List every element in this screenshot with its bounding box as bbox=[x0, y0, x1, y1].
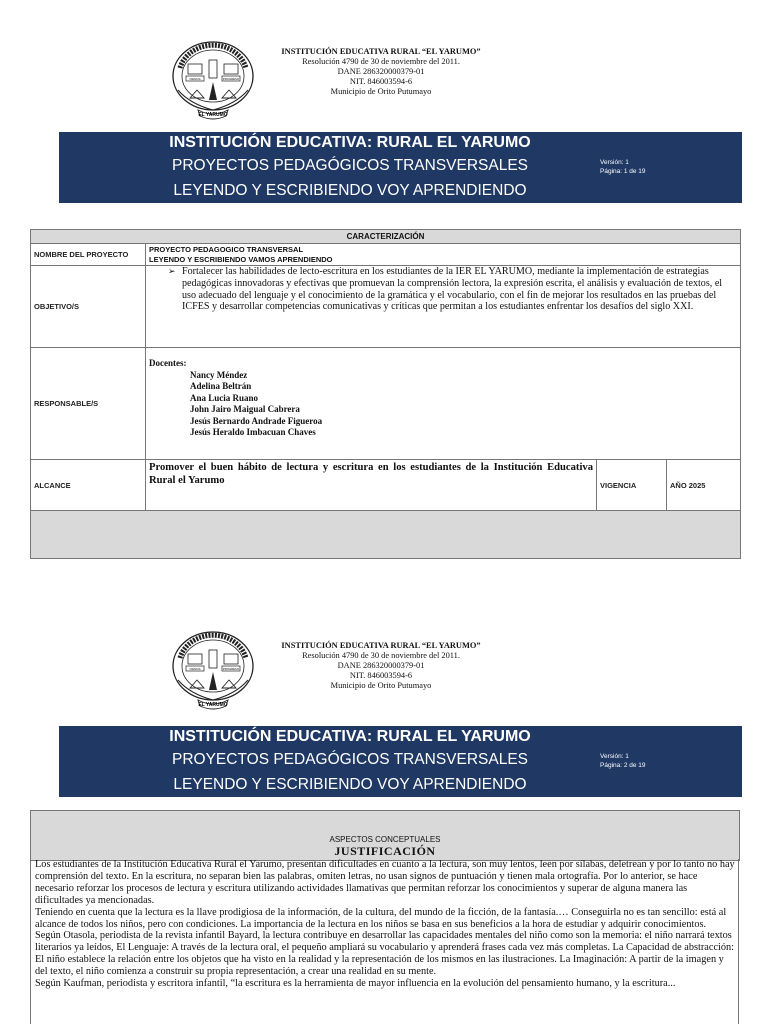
scope-value: Promover el buen hábito de lectura y escritura en los estudiantes de la Institución Educativa Rural el Yarumo bbox=[146, 460, 597, 511]
teacher-name: Ana Lucia Ruano bbox=[190, 392, 259, 403]
paragraph: Los estudiantes de la Institución Educativa Rural el Yarumo, presentan dificultades en cuanto a la lectura, son muy lentos, leen por sílabas, deletrean y por lo tanto no hay comprensión del texto. En la escritura, no separan bien las palabras, omiten letras, no usan signos de puntuación y tienen mala ortografía. Por lo anterior, se hace necesario reforzar los procesos de lectura y escritura utilizando actividades llamativas que permitan reforzar los conocimientos y superar de alguna manera las dificultades ya mencionadas. bbox=[35, 859, 735, 906]
banner-subtitle: PROYECTOS PEDAGÓGICOS TRANSVERSALES bbox=[171, 751, 529, 768]
responsible-label: RESPONSABLE/S bbox=[31, 348, 146, 460]
title-banner bbox=[59, 132, 742, 203]
banner-project: LEYENDO Y ESCRIBIENDO VOY APRENDIENDO bbox=[173, 182, 527, 199]
institution-info bbox=[262, 641, 500, 691]
teachers-list bbox=[149, 370, 737, 439]
school-logo bbox=[170, 628, 256, 712]
paragraph: Según Otasola, periodista de la revista infantil Bayard, la lectura contribuye en desarrollar las capacidades mentales del niño como son la memoria: el niño narrará textos literarios ya leídos, El Lenguaje: A través de la lectura oral, el pequeño ampliará su vocabulario y aprenderá frases cada vez más completas. La Capacidad de abstracción: El niño establece la relación entre los objetos que ha visto en la realidad y la representación de los mismos en las ilustraciones. La Imaginación: A partir de la imagen y del texto, el niño comienza a construir su propia representación, a crear una realidad en su mente. bbox=[35, 930, 735, 978]
page-number: Página: 2 de 19 bbox=[600, 762, 646, 769]
institution-info bbox=[262, 47, 500, 97]
justification-body bbox=[35, 859, 736, 990]
institution-name: INSTITUCIÓN EDUCATIVA RURAL “EL YARUMO” bbox=[281, 641, 481, 650]
svg-text:CIENCIA: CIENCIA bbox=[189, 667, 201, 671]
municipality-text: Municipio de Orito Putumayo bbox=[330, 87, 432, 96]
characterization-title: CARACTERIZACIÓN bbox=[31, 230, 741, 244]
page-number: Página: 1 de 19 bbox=[600, 168, 646, 175]
banner-subtitle: PROYECTOS PEDAGÓGICOS TRANSVERSALES bbox=[171, 157, 529, 174]
banner-title: INSTITUCIÓN EDUCATIVA: RURAL EL YARUMO bbox=[169, 728, 531, 745]
right-border bbox=[738, 859, 739, 1024]
project-name-label: NOMBRE DEL PROYECTO bbox=[31, 244, 146, 266]
paragraph: Teniendo en cuenta que la lectura es la llave prodigiosa de la información, de la cultura, del mundo de la ficción, de la fantasía.… Conseguirla no es tan sencillo: está al alcance de todos los niños, pero con condiciones. La importancia de la lectura en los niños se basa en sus beneficios a la hora de estudiar y adquirir conocimientos. bbox=[35, 906, 727, 930]
title-banner bbox=[59, 726, 742, 797]
conceptual-aspects-header bbox=[30, 810, 740, 861]
banner-title: INSTITUCIÓN EDUCATIVA: RURAL EL YARUMO bbox=[169, 134, 531, 151]
project-name-value: PROYECTO PEDAGOGICO TRANSVERSAL LEYENDO Y ESCRIBIENDO VAMOS APRENDIENDO bbox=[146, 244, 741, 266]
logo-bottom-text: EL YARUMO bbox=[198, 112, 228, 118]
school-logo bbox=[170, 38, 256, 122]
nit-text: NIT. 846003594-6 bbox=[349, 671, 413, 680]
version-info: Versión: 1 Página: 2 de 19 bbox=[600, 753, 646, 769]
dane-text: DANE 286320000379-01 bbox=[337, 67, 425, 76]
characterization-table bbox=[30, 229, 741, 559]
left-border bbox=[30, 859, 31, 1024]
teacher-name: Nancy Méndez bbox=[190, 369, 248, 380]
municipality-text: Municipio de Orito Putumayo bbox=[330, 681, 432, 690]
validity-value: AÑO 2025 bbox=[667, 460, 741, 511]
objective-label: OBJETIVO/S bbox=[31, 266, 146, 348]
resolution-text: Resolución 4790 de 30 de noviembre del 2011. bbox=[302, 651, 460, 660]
svg-text:PROGRESO: PROGRESO bbox=[222, 667, 240, 671]
resolution-text: Resolución 4790 de 30 de noviembre del 2011. bbox=[302, 57, 460, 66]
paragraph: Según Kaufman, periodista y escritora infantil, “la escritura es la herramienta de mayor influencia en la evolución del pensamiento humano, y la escritura... bbox=[35, 978, 676, 990]
objective-value: ➢ Fortalecer las habilidades de lecto-escritura en los estudiantes de la IER EL YARUMO, mediante la implementación de estrategias pedagógicas innovadoras y efectivas que promuevan la comprensión lectora, la expresión escrita, el análisis y evaluación de textos, el uso adecuado del lenguaje y el conocimiento de la gramática y el vocabulario, con el fin de mejorar los resultados en las pruebas del ICFES y desarrollar competencias comunicativas y críticas que permitan a los estudiantes enfrentar los desafíos del siglo XXI. bbox=[146, 266, 741, 348]
empty-gray-row bbox=[31, 511, 741, 559]
teacher-name: Adelina Beltrán bbox=[190, 381, 252, 391]
responsible-value bbox=[146, 348, 741, 460]
teachers-heading: Docentes: bbox=[149, 358, 187, 368]
logo-bottom-text: EL YARUMO bbox=[198, 702, 228, 708]
aspects-label: ASPECTOS CONCEPTUALES bbox=[329, 835, 441, 844]
validity-label: VIGENCIA bbox=[597, 460, 667, 511]
dane-text: DANE 286320000379-01 bbox=[337, 661, 425, 670]
institution-name: INSTITUCIÓN EDUCATIVA RURAL “EL YARUMO” bbox=[281, 47, 481, 56]
justification-title: JUSTIFICACIÓN bbox=[334, 844, 436, 858]
nit-text: NIT. 846003594-6 bbox=[349, 77, 413, 86]
teacher-name: John Jairo Maigual Cabrera bbox=[190, 404, 300, 414]
teacher-name: Jesús Bernardo Andrade Figueroa bbox=[190, 415, 323, 426]
bullet-arrow-icon: ➢ bbox=[168, 266, 176, 276]
teacher-name: Jesús Heraldo Imbacuan Chaves bbox=[190, 427, 316, 437]
svg-text:CIENCIA: CIENCIA bbox=[189, 77, 201, 81]
banner-project: LEYENDO Y ESCRIBIENDO VOY APRENDIENDO bbox=[173, 776, 527, 793]
scope-label: ALCANCE bbox=[31, 460, 146, 511]
svg-text:PROGRESO: PROGRESO bbox=[222, 77, 240, 81]
version-info: Versión: 1 Página: 1 de 19 bbox=[600, 159, 646, 175]
